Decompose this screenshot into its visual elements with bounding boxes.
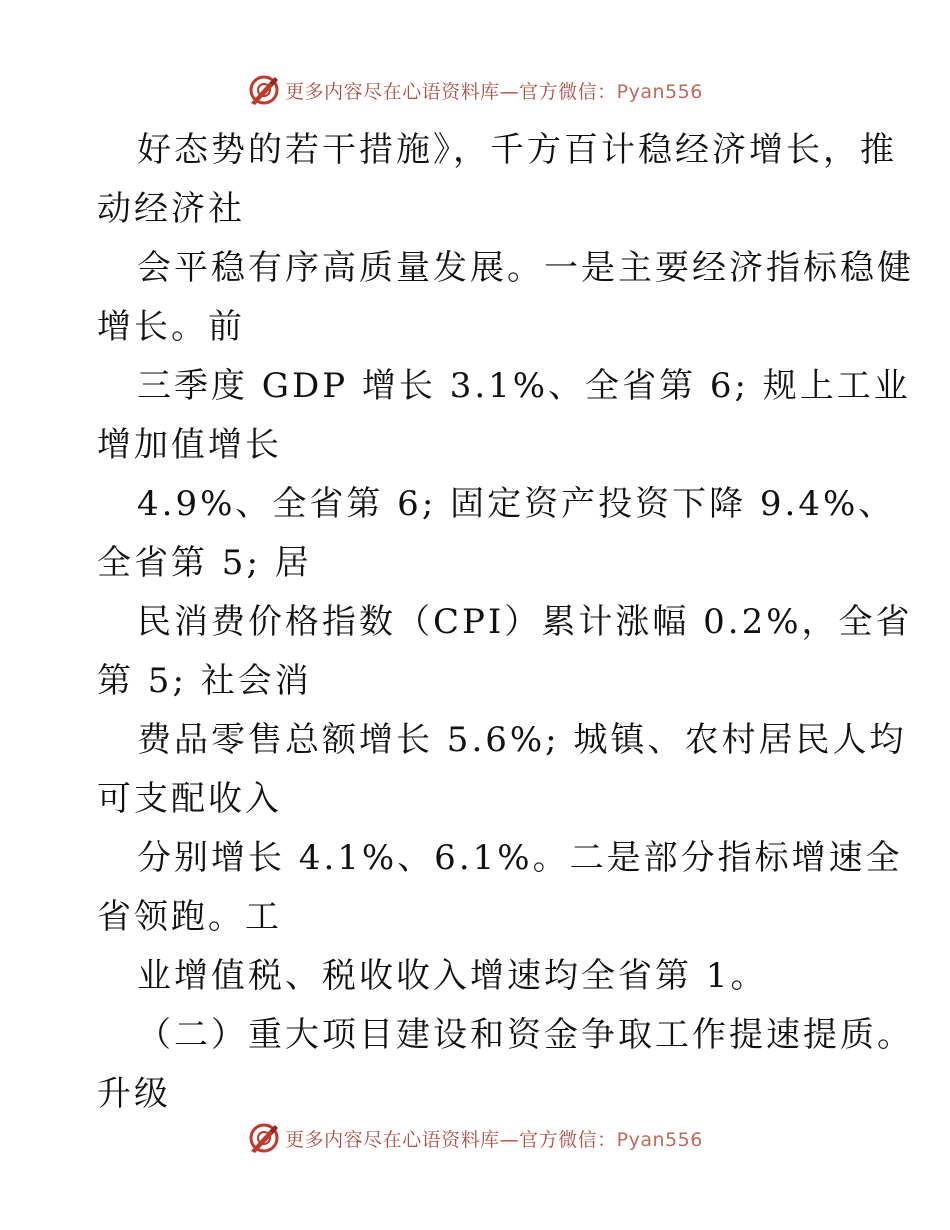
text-line: 可支配收入 [97,779,282,819]
text-line: 第 5; 社会消 [97,661,312,701]
text-line: 省领跑。工 [97,897,282,937]
text-line: 业增值税、税收收入增速均全省第 1。 [137,956,768,996]
banner-text: 更多内容尽在心语资料库—官方微信：Pyan556 [285,1128,703,1151]
text-line: 好态势的若干措施》，千方百计稳经济增长，推 [137,130,897,170]
text-line: 增加值增长 [97,425,282,465]
text-line: 三季度 GDP 增长 3.1%、全省第 6; 规上工业 [137,366,911,406]
text-line: 会平稳有序高质量发展。一是主要经济指标稳健 [137,248,914,288]
text-line: （二）重大项目建设和资金争取工作提速提质。 [137,1015,914,1055]
brand-logo-icon [247,73,281,107]
text-line: 分别增长 4.1%、6.1%。二是部分指标增速全 [137,838,903,878]
footer-banner [0,1118,950,1158]
header-banner [0,70,950,110]
text-line: 增长。前 [97,307,245,347]
brand-logo-icon [247,1121,281,1155]
banner-text: 更多内容尽在心语资料库—官方微信：Pyan556 [285,80,703,103]
text-line: 费品零售总额增长 5.6%; 城镇、农村居民人均 [137,720,907,760]
text-line: 全省第 5; 居 [97,543,312,583]
text-line: 民消费价格指数（CPI）累计涨幅 0.2%，全省 [137,602,913,642]
text-line: 4.9%、全省第 6; 固定资产投资下降 9.4%、 [137,484,896,524]
text-line: 动经济社 [97,189,245,229]
document-body [97,121,914,1124]
text-line: 升级 [97,1074,171,1114]
